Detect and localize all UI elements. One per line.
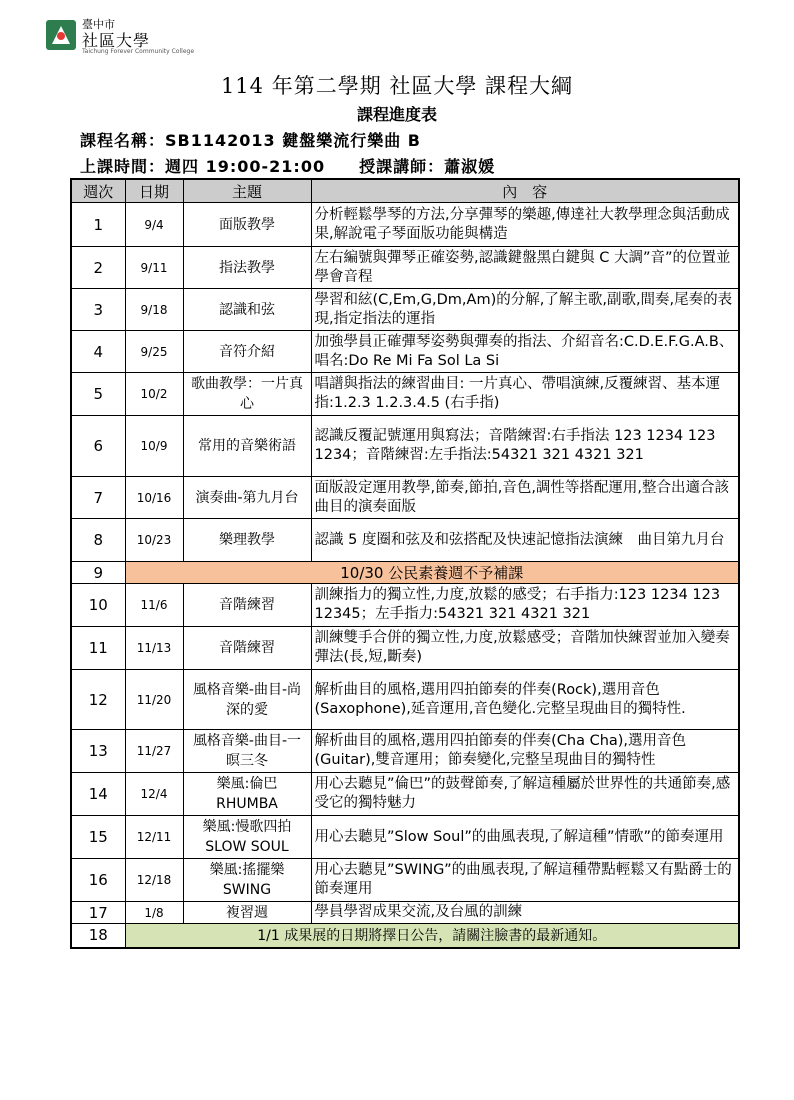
date-cell: 9/11 [125,247,183,289]
logo-name: 社區大學 [82,31,151,50]
content-cell: 用心去聽見”Slow Soul”的曲風表現,了解這種”情歌”的節奏運用 [311,816,739,859]
table-row [71,816,739,859]
topic-cell: 面版教學 [183,203,311,247]
topic-cell: 音階練習 [183,584,311,627]
week-cell: 13 [71,730,125,773]
content-cell: 面版設定運用教學,節奏,節拍,音色,調性等搭配運用,整合出適合該曲目的演奏面版 [311,477,739,519]
week-cell: 6 [71,416,125,477]
content-cell: 學習和絃(C,Em,G,Dm,Am)的分解,了解主歌,副歌,間奏,尾奏的表現,指定指法的運指 [311,289,739,331]
topic-cell: 樂風:慢歌四拍 SLOW SOUL [183,816,311,859]
table-row [71,247,739,289]
topic-cell: 音符介紹 [183,331,311,373]
teacher-name: 蕭淑媛 [444,157,496,176]
table-row [71,416,739,477]
header-date: 日期 [125,179,183,203]
teacher-label: 授課講師： [359,157,445,176]
topic-cell: 常用的音樂術語 [183,416,311,477]
table-row [71,289,739,331]
topic-cell: 認識和弦 [183,289,311,331]
topic-cell: 風格音樂-曲目-一暝三冬 [183,730,311,773]
table-row [71,773,739,816]
course-name: SB1142013 鍵盤樂流行樂曲 B [165,131,422,150]
table-row [71,627,739,670]
week-cell: 15 [71,816,125,859]
week-cell: 11 [71,627,125,670]
date-cell: 10/2 [125,373,183,416]
time-value: 週四 19:00-21:00 [165,157,326,176]
content-cell: 左右編號與彈琴正確姿勢,認識鍵盤黑白鍵與 C 大調”音”的位置並學會音程 [311,247,739,289]
topic-cell: 風格音樂-曲目-尚深的愛 [183,670,311,730]
week-cell: 12 [71,670,125,730]
page-subtitle: 課程進度表 [356,105,437,124]
date-cell: 12/11 [125,816,183,859]
topic-cell: 歌曲教學：一片真心 [183,373,311,416]
content-cell: 學員學習成果交流,及台風的訓練 [311,902,739,924]
table-row [71,730,739,773]
date-cell: 11/20 [125,670,183,730]
date-cell: 11/27 [125,730,183,773]
table-row [71,902,739,924]
no-class-notice: 10/30 公民素養週不予補課 [125,562,739,584]
table-row [71,203,739,247]
community-college-logo-icon [44,18,78,52]
date-cell: 10/23 [125,519,183,562]
table-row [71,477,739,519]
date-cell: 11/6 [125,584,183,627]
week-cell: 7 [71,477,125,519]
table-row-notice [71,924,739,948]
content-cell: 加強學員正確彈琴姿勢與彈奏的指法、介紹音名:C.D.E.F.G.A.B、唱名:Do Re Mi Fa Sol La Si [311,331,739,373]
table-row [71,584,739,627]
week-cell: 3 [71,289,125,331]
week-cell: 16 [71,859,125,902]
page-title: 114 年第二學期 社區大學 課程大綱 [220,74,574,98]
logo-city: 臺中市 [82,18,115,31]
schedule-info [80,154,495,177]
week-cell: 4 [71,331,125,373]
date-cell: 12/18 [125,859,183,902]
week-cell: 2 [71,247,125,289]
course-label: 課程名稱： [80,131,166,150]
course-info [80,128,421,151]
header-week: 週次 [71,179,125,203]
topic-cell: 音階練習 [183,627,311,670]
college-logo [44,14,195,56]
date-cell: 9/18 [125,289,183,331]
week-cell: 1 [71,203,125,247]
table-row [71,519,739,562]
week-cell: 18 [71,924,125,948]
content-cell: 解析曲目的風格,選用四拍節奏的伴奏(Cha Cha),選用音色(Guitar),雙音運用；節奏變化,完整呈現曲目的獨特性 [311,730,739,773]
date-cell: 10/9 [125,416,183,477]
content-cell: 認識 5 度圈和弦及和弦搭配及快速記憶指法演練 曲目第九月台 [311,519,739,562]
header-topic: 主題 [183,179,311,203]
date-cell: 10/16 [125,477,183,519]
table-row [71,670,739,730]
topic-cell: 樂風:搖擺樂 SWING [183,859,311,902]
topic-cell: 樂風:倫巴 RHUMBA [183,773,311,816]
content-cell: 解析曲目的風格,選用四拍節奏的伴奏(Rock),選用音色(Saxophone),延音運用,音色變化.完整呈現曲目的獨特性. [311,670,739,730]
week-cell: 5 [71,373,125,416]
content-cell: 唱譜與指法的練習曲目: 一片真心、帶唱演練,反覆練習、基本運指:1.2.3 1.2.3.4.5 (右手指) [311,373,739,416]
exhibition-notice: 1/1 成果展的日期將擇日公告，請關注臉書的最新通知。 [125,924,739,948]
topic-cell: 指法教學 [183,247,311,289]
content-cell: 認識反覆記號運用與寫法；音階練習:右手指法 123 1234 123 1234；音階練習:左手指法:54321 321 4321 321 [311,416,739,477]
table-header-row [71,179,739,203]
date-cell: 9/4 [125,203,183,247]
content-cell: 用心去聽見”SWING”的曲風表現,了解這種帶點輕鬆又有點爵士的節奏運用 [311,859,739,902]
week-cell: 8 [71,519,125,562]
table-row [71,331,739,373]
date-cell: 9/25 [125,331,183,373]
table-row-notice [71,562,739,584]
topic-cell: 複習週 [183,902,311,924]
time-label: 上課時間： [80,157,166,176]
schedule-table [70,178,740,949]
logo-english: Taichung Forever Community College [82,48,195,55]
content-cell: 訓練指力的獨立性,力度,放鬆的感受；右手指力:123 1234 123 12345；左手指力:54321 321 4321 321 [311,584,739,627]
week-cell: 10 [71,584,125,627]
topic-cell: 樂理教學 [183,519,311,562]
week-cell: 9 [71,562,125,584]
topic-cell: 演奏曲-第九月台 [183,477,311,519]
date-cell: 1/8 [125,902,183,924]
week-cell: 17 [71,902,125,924]
table-row [71,373,739,416]
week-cell: 14 [71,773,125,816]
content-cell: 分析輕鬆學琴的方法,分享彈琴的樂趣,傳達社大教學理念與活動成果,解說電子琴面版功能與構造 [311,203,739,247]
date-cell: 12/4 [125,773,183,816]
content-cell: 訓練雙手合併的獨立性,力度,放鬆感受；音階加快練習並加入變奏彈法(長,短,斷奏) [311,627,739,670]
header-content: 內 容 [311,179,739,203]
table-row [71,859,739,902]
content-cell: 用心去聽見”倫巴”的鼓聲節奏,了解這種屬於世界性的共通節奏,感受它的獨特魅力 [311,773,739,816]
date-cell: 11/13 [125,627,183,670]
